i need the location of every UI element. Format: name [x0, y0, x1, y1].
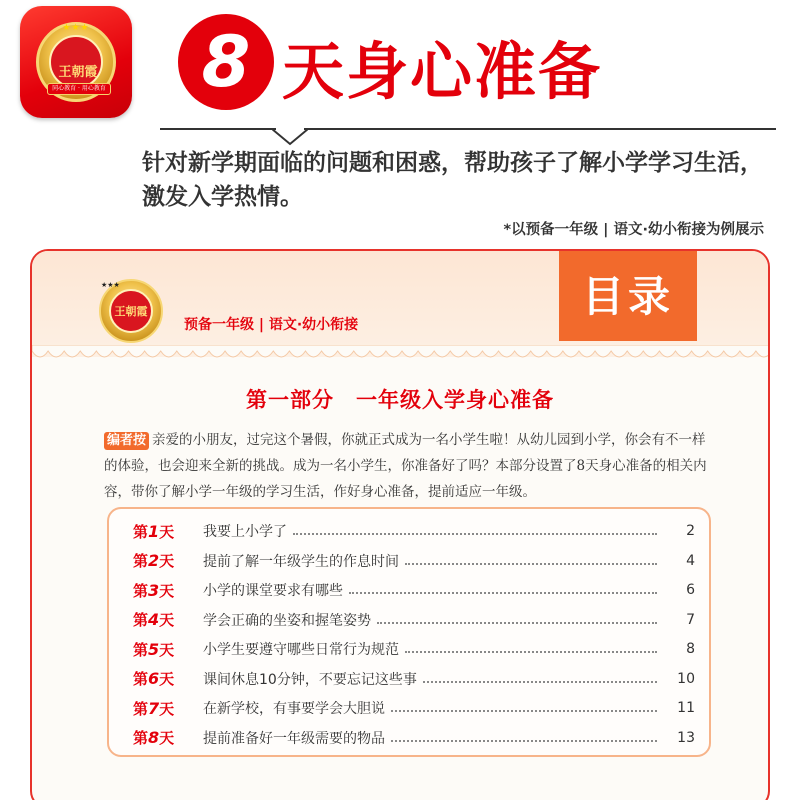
- scallop-border: [32, 345, 770, 365]
- description-text: 针对新学期面临的问题和困惑，帮助孩子了解小学学习生活，激发入学热情。: [142, 150, 763, 210]
- toc-item-title: 提前准备好一年级需要的物品: [203, 730, 385, 747]
- toc-page-number: 7: [686, 611, 695, 628]
- divider: [304, 128, 776, 130]
- toc-day-label: 第1天: [133, 521, 175, 541]
- toc-day-label: 第5天: [133, 639, 175, 659]
- editor-text: 亲爱的小朋友，过完这个暑假，你就正式成为一名小学生啦！从幼儿园到小学，你会有不一样的体验，也会迎来全新的挑战。成为一名小学生，你准备好了吗？本部分设置了8天身心准备的相关内容，带你了解小学一年级的学习生活，作好身心准备，提前适应一年级。: [104, 432, 707, 500]
- toc-item: [109, 664, 709, 694]
- dot-leader: [391, 710, 657, 712]
- toc-item-title: 小学的课堂要求有哪些: [203, 583, 343, 599]
- speech-notch-icon: [272, 126, 308, 146]
- toc-item: [109, 605, 709, 635]
- toc-list: [107, 507, 711, 757]
- app-logo: [20, 6, 132, 118]
- toc-item-title: 小学生要遵守哪些日常行为规范: [203, 642, 399, 658]
- toc-day-label: 第7天: [133, 698, 175, 718]
- editor-note: [104, 427, 714, 505]
- book-seal-icon: ★★★ 王朝霞: [99, 279, 163, 343]
- book-edition: 预备一年级 | 语文·幼小衔接: [184, 317, 359, 333]
- divider: [160, 128, 276, 130]
- toc-item: [109, 723, 709, 753]
- editor-tag: 编者按: [104, 432, 149, 450]
- dot-leader: [423, 681, 657, 683]
- toc-item-title: 在新学校，有事要学会大胆说: [203, 701, 385, 717]
- brand-seal-icon: ★★★ 王朝霞 同心教育 · 用心教育: [36, 22, 116, 102]
- page-title: 天身心准备: [282, 35, 603, 108]
- part-title: 第一部分 一年级入学身心准备: [246, 388, 554, 412]
- toc-page-number: 13: [677, 729, 695, 746]
- brand-name: 王朝霞: [58, 65, 98, 80]
- toc-item: [109, 516, 709, 546]
- toc-item-title: 提前了解一年级学生的作息时间: [203, 553, 399, 570]
- toc-day-label: 第3天: [133, 580, 175, 600]
- book-page-preview: [30, 249, 770, 800]
- day-count-badge: 8: [178, 14, 274, 110]
- brand-ribbon: 同心教育 · 用心教育: [47, 83, 111, 95]
- toc-page-number: 6: [686, 582, 695, 598]
- toc-item-title: 学会正确的坐姿和握笔姿势: [203, 612, 371, 629]
- dot-leader: [349, 592, 657, 594]
- toc-page-number: 4: [686, 552, 695, 569]
- toc-heading: 目录: [559, 249, 697, 341]
- dot-leader: [391, 740, 657, 742]
- dot-leader: [293, 533, 657, 535]
- book-brand-name: 王朝霞: [114, 305, 148, 318]
- toc-item: [109, 693, 709, 723]
- toc-day-label: 第2天: [133, 551, 175, 570]
- toc-page-number: 10: [677, 670, 695, 687]
- toc-item: [109, 575, 709, 605]
- toc-item: [109, 634, 709, 664]
- toc-item-title: 我要上小学了: [203, 524, 287, 540]
- dot-leader: [405, 651, 657, 653]
- toc-day-label: 第4天: [133, 610, 175, 629]
- toc-page-number: 11: [677, 700, 695, 716]
- toc-item-title: 课间休息10分钟，不要忘记这些事: [203, 671, 417, 688]
- dot-leader: [405, 563, 657, 565]
- toc-page-number: 8: [686, 641, 695, 657]
- toc-day-label: 第6天: [133, 669, 175, 688]
- toc-item: [109, 546, 709, 576]
- example-note: *以预备一年级 | 语文·幼小衔接为例展示: [503, 222, 764, 238]
- toc-day-label: 第8天: [133, 728, 175, 747]
- toc-page-number: 2: [686, 523, 695, 539]
- dot-leader: [377, 622, 657, 624]
